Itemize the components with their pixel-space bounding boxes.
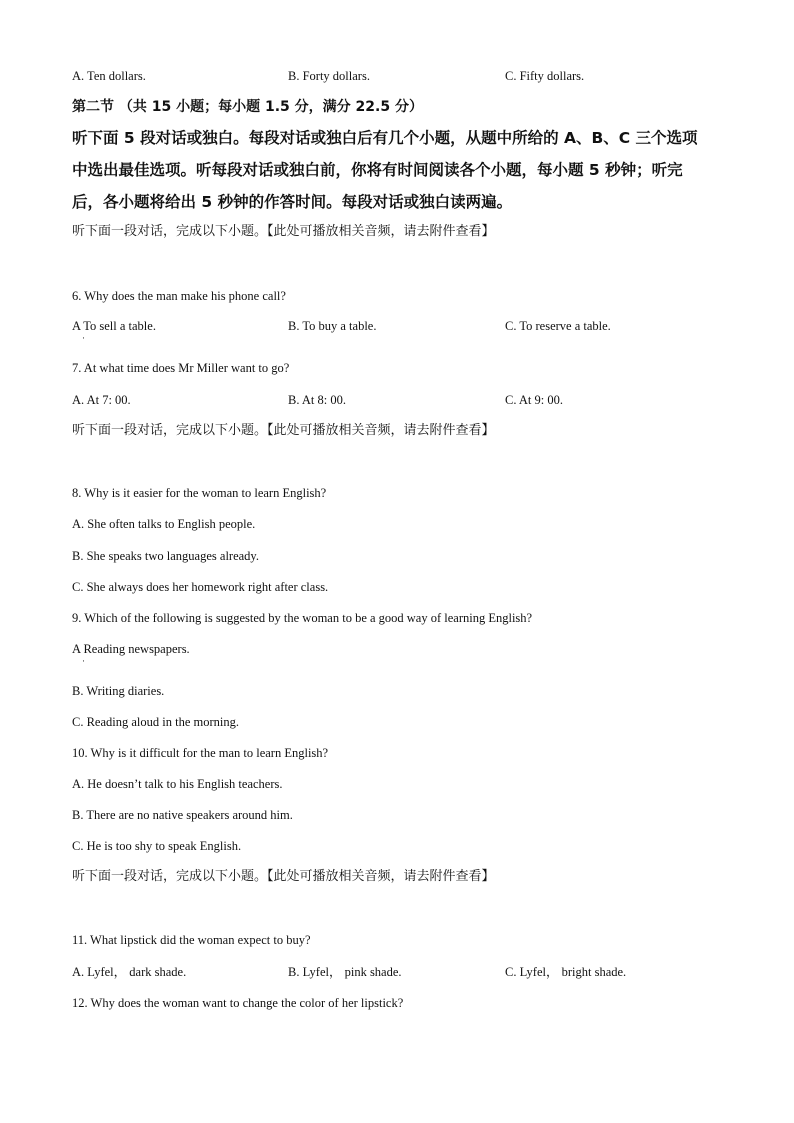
q8-option-a: A. She often talks to English people.: [72, 517, 256, 531]
q10-option-b: B. There are no native speakers around him.: [72, 808, 293, 822]
q12-stem: 12. Why does the woman want to change the color of her lipstick?: [72, 996, 404, 1010]
q8-option-c: C. She always does her homework right after class.: [72, 580, 329, 594]
q10-stem: 10. Why is it difficult for the man to learn English?: [72, 746, 329, 760]
section2-instruction-line-3: 后，各小题将给出 5 秒钟的作答时间。每段对话或独白读两遍。: [72, 193, 513, 211]
q7-option-a: A. At 7: 00.: [72, 393, 131, 407]
q11-option-c: C. Lyfel， bright shade.: [505, 965, 627, 979]
q6-option-b: B. To buy a table.: [288, 319, 377, 333]
q10-option-a: A. He doesn’t talk to his English teachers.: [72, 777, 283, 791]
q6-option-c: C. To reserve a table.: [505, 319, 611, 333]
q7-stem: 7. At what time does Mr Miller want to go?: [72, 361, 290, 375]
q9-stem: 9. Which of the following is suggested by the woman to be a good way of learning English?: [72, 611, 533, 625]
dot-mark: ·: [82, 656, 85, 666]
q9-option-b: B. Writing diaries.: [72, 684, 165, 698]
listen-note-1: 听下面一段对话，完成以下小题。【此处可播放相关音频，请去附件查看】: [72, 224, 495, 239]
q9-option-a: A Reading newspapers.: [72, 642, 190, 656]
q8-option-b: B. She speaks two languages already.: [72, 549, 259, 563]
section2-instruction-line-1: 听下面 5 段对话或独白。每段对话或独白后有几个小题，从题中所给的 A、B、C 三个选项: [72, 129, 698, 147]
q6-option-a: A To sell a table.: [72, 319, 156, 333]
q9-option-c: C. Reading aloud in the morning.: [72, 715, 239, 729]
dot-mark: ·: [82, 333, 85, 343]
listen-note-3: 听下面一段对话，完成以下小题。【此处可播放相关音频，请去附件查看】: [72, 869, 495, 884]
q7-option-c: C. At 9: 00.: [505, 393, 563, 407]
section2-heading: 第二节 （共 15 小题；每小题 1.5 分，满分 22.5 分）: [72, 99, 423, 115]
q6-stem: 6. Why does the man make his phone call?: [72, 289, 286, 303]
listen-note-2: 听下面一段对话，完成以下小题。【此处可播放相关音频，请去附件查看】: [72, 423, 495, 438]
q7-option-b: B. At 8: 00.: [288, 393, 346, 407]
q11-stem: 11. What lipstick did the woman expect to buy?: [72, 933, 311, 947]
q11-option-a: A. Lyfel， dark shade.: [72, 965, 187, 979]
q5-option-a: A. Ten dollars.: [72, 69, 146, 83]
q8-stem: 8. Why is it easier for the woman to learn English?: [72, 486, 327, 500]
q11-option-b: B. Lyfel， pink shade.: [288, 965, 402, 979]
section2-instruction-line-2: 中选出最佳选项。听每段对话或独白前，你将有时间阅读各个小题，每小题 5 秒钟；听完: [72, 161, 683, 179]
q5-option-b: B. Forty dollars.: [288, 69, 370, 83]
q10-option-c: C. He is too shy to speak English.: [72, 839, 242, 853]
q5-option-c: C. Fifty dollars.: [505, 69, 585, 83]
